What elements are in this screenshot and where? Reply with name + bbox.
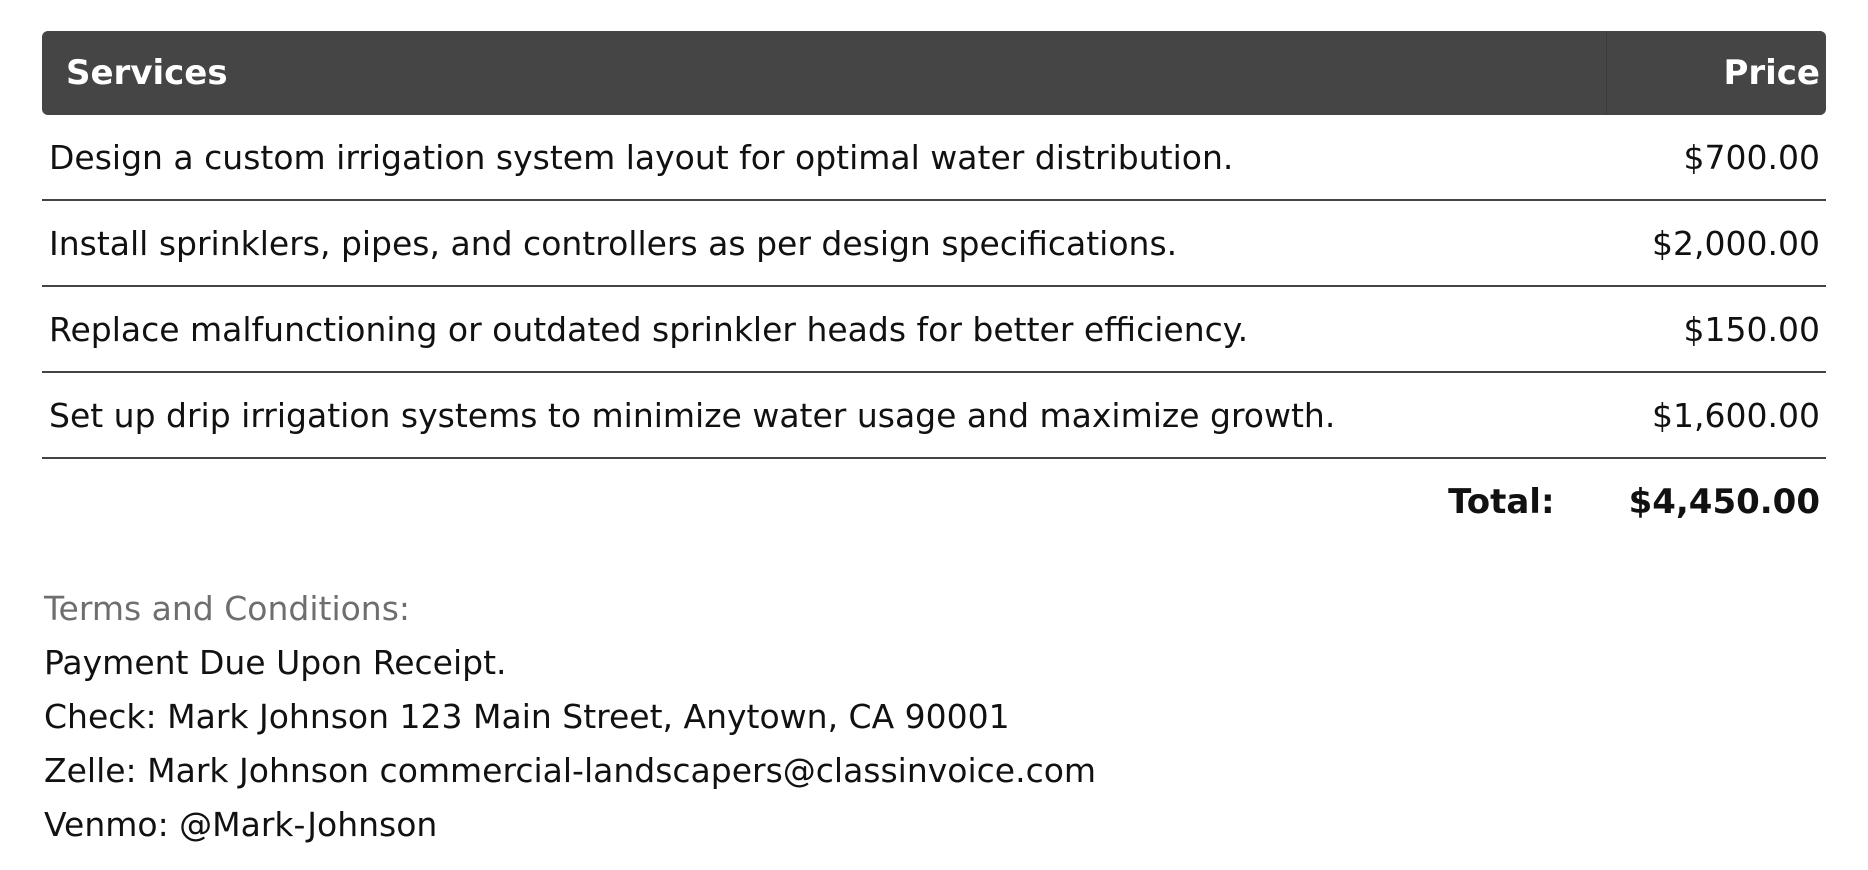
- services-column-header: Services: [66, 53, 228, 93]
- service-description: Design a custom irrigation system layout for optimal water distribution.: [49, 137, 1234, 177]
- total-row: [42, 459, 1826, 545]
- table-row: [42, 373, 1826, 459]
- service-price: $700.00: [1683, 137, 1820, 177]
- table-row: [42, 201, 1826, 287]
- table-header: [42, 31, 1826, 115]
- zelle-payment-line: Zelle: Mark Johnson commercial-landscapers@classinvoice.com: [44, 751, 1097, 790]
- service-price: $2,000.00: [1652, 223, 1820, 263]
- table-row: [42, 287, 1826, 373]
- table-row: [42, 115, 1826, 201]
- total-value: $4,450.00: [1628, 482, 1820, 522]
- check-payment-line: Check: Mark Johnson 123 Main Street, Anytown, CA 90001: [44, 697, 1010, 736]
- terms-section: [44, 582, 1096, 852]
- service-description: Replace malfunctioning or outdated sprinkler heads for better efficiency.: [49, 309, 1249, 349]
- venmo-payment-line: Venmo: @Mark-Johnson: [44, 805, 438, 844]
- total-label: Total:: [1448, 482, 1555, 522]
- service-description: Set up drip irrigation systems to minimize water usage and maximize growth.: [49, 395, 1336, 435]
- service-price: $1,600.00: [1652, 395, 1820, 435]
- terms-title: Terms and Conditions:: [44, 589, 411, 628]
- service-price: $150.00: [1683, 309, 1820, 349]
- services-table: [42, 31, 1826, 545]
- service-description: Install sprinklers, pipes, and controllers as per design specifications.: [49, 223, 1178, 263]
- payment-due-line: Payment Due Upon Receipt.: [44, 643, 507, 682]
- price-column-header: Price: [1606, 31, 1826, 115]
